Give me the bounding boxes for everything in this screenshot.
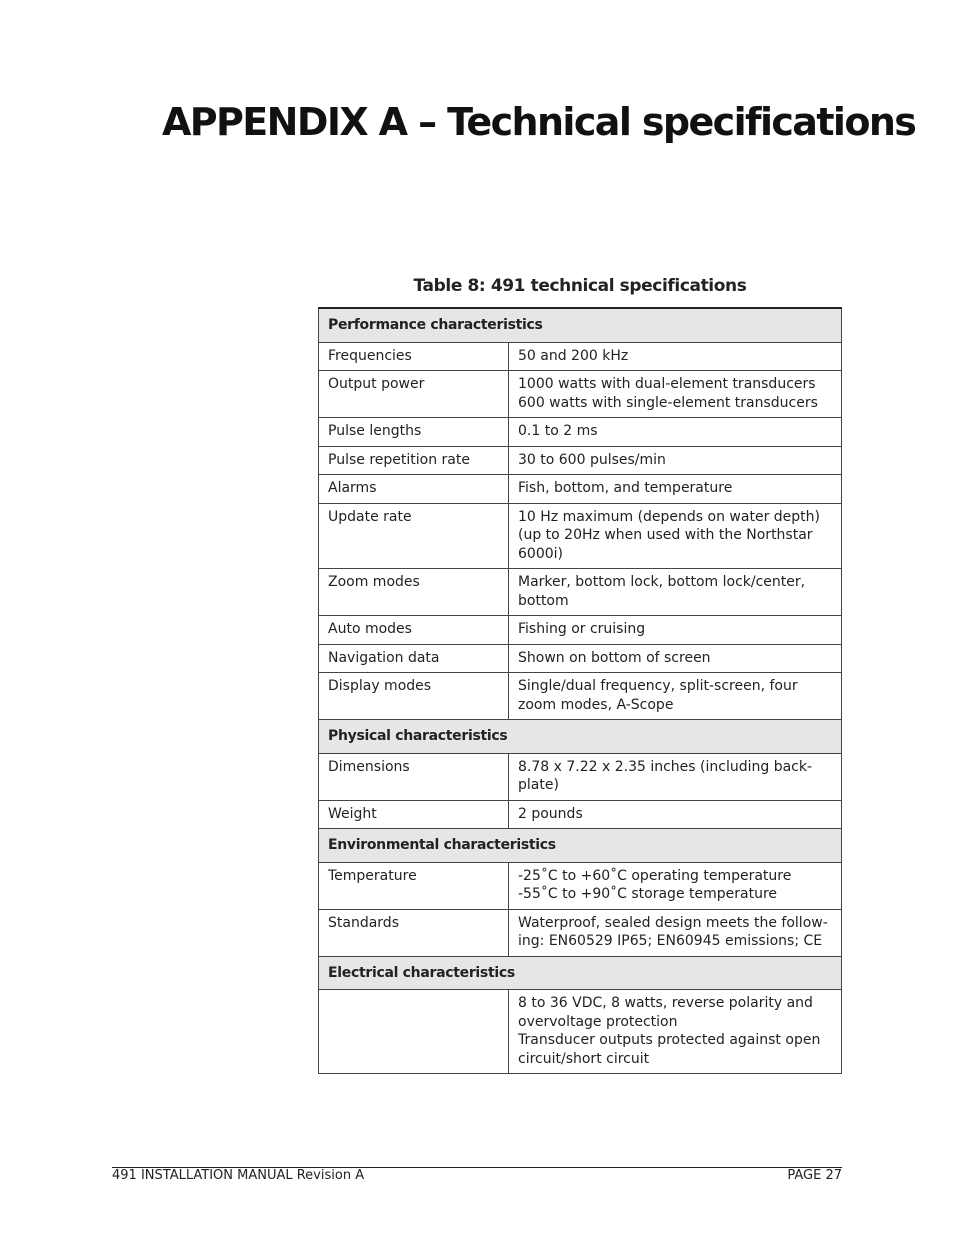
table-row	[319, 800, 842, 829]
section-heading: Performance characteristics	[319, 308, 842, 342]
page-title: APPENDIX A – Technical specifications	[162, 100, 916, 144]
spec-name-cell: Pulse repetition rate	[319, 446, 509, 475]
footer-page-number: PAGE 27	[787, 1168, 842, 1183]
spec-value-line: 600 watts with single-element transducers	[518, 394, 818, 411]
table-row	[319, 569, 842, 616]
spec-value-line: 8.78 x 7.22 x 2.35 inches (including back-plate)	[518, 758, 813, 793]
spec-value-line: Single/dual frequency, split-screen, four zoom modes, A-Scope	[518, 678, 798, 713]
spec-value-cell	[509, 475, 842, 504]
spec-name-cell: Auto modes	[319, 616, 509, 645]
spec-value-cell	[509, 753, 842, 800]
spec-value-cell	[509, 644, 842, 673]
table-section-row	[319, 308, 842, 342]
spec-value-cell	[509, 800, 842, 829]
spec-name-cell: Display modes	[319, 673, 509, 720]
table-row	[319, 503, 842, 569]
spec-value-line: Shown on bottom of screen	[518, 649, 711, 666]
table-row	[319, 990, 842, 1074]
spec-value-cell	[509, 862, 842, 909]
spec-name-cell: Temperature	[319, 862, 509, 909]
spec-value-cell	[509, 342, 842, 371]
table-row	[319, 342, 842, 371]
spec-value-line: -55˚C to +90˚C storage temperature	[518, 886, 777, 902]
spec-value-line: Transducer outputs protected against open circuit/short circuit	[518, 1032, 821, 1067]
spec-value-cell	[509, 418, 842, 447]
table-row	[319, 616, 842, 645]
spec-name-cell: Standards	[319, 909, 509, 956]
spec-value-line: 10 Hz maximum (depends on water depth) (up to 20Hz when used with the Northstar 6000i)	[518, 508, 820, 562]
spec-value-line: Fish, bottom, and temperature	[518, 480, 733, 496]
spec-value-cell	[509, 371, 842, 418]
spec-value-line: 2 pounds	[518, 805, 583, 822]
spec-value-cell	[509, 569, 842, 616]
table-section-row	[319, 956, 842, 990]
table-row	[319, 644, 842, 673]
table-row	[319, 673, 842, 720]
spec-value-line: 1000 watts with dual-element transducers	[518, 376, 816, 392]
table-row	[319, 753, 842, 800]
spec-name-cell: Weight	[319, 800, 509, 829]
spec-value-line: Marker, bottom lock, bottom lock/center, bottom	[518, 574, 806, 609]
spec-name-cell: Output power	[319, 371, 509, 418]
spec-value-line: 50 and 200 kHz	[518, 347, 629, 364]
spec-value-cell	[509, 909, 842, 956]
spec-value-line: 30 to 600 pulses/min	[518, 451, 666, 468]
table-section-row	[319, 720, 842, 754]
spec-value-cell	[509, 673, 842, 720]
spec-value-cell	[509, 503, 842, 569]
footer-manual-title: 491 INSTALLATION MANUAL Revision A	[112, 1168, 365, 1183]
spec-name-cell: Alarms	[319, 475, 509, 504]
spec-table	[318, 307, 842, 1074]
table-row	[319, 446, 842, 475]
table-section-row	[319, 829, 842, 863]
table-row	[319, 418, 842, 447]
spec-table-body	[319, 308, 842, 1074]
spec-name-cell: Frequencies	[319, 342, 509, 371]
spec-value-cell	[509, 990, 842, 1074]
table-row	[319, 371, 842, 418]
spec-value-line: Fishing or cruising	[518, 621, 646, 637]
table-row	[319, 475, 842, 504]
table-row	[319, 909, 842, 956]
spec-value-cell	[509, 446, 842, 475]
spec-value-line: 0.1 to 2 ms	[518, 423, 598, 439]
spec-name-cell	[319, 990, 509, 1074]
section-heading: Electrical characteristics	[319, 956, 842, 990]
spec-name-cell: Dimensions	[319, 753, 509, 800]
spec-value-cell	[509, 616, 842, 645]
section-heading: Physical characteristics	[319, 720, 842, 754]
spec-name-cell: Zoom modes	[319, 569, 509, 616]
section-heading: Environmental characteristics	[319, 829, 842, 863]
spec-value-line: 8 to 36 VDC, 8 watts, reverse polarity and overvoltage protection	[518, 995, 813, 1030]
spec-name-cell: Update rate	[319, 503, 509, 569]
spec-name-cell: Pulse lengths	[319, 418, 509, 447]
table-row	[319, 862, 842, 909]
spec-name-cell: Navigation data	[319, 644, 509, 673]
table-caption: Table 8: 491 technical specifications	[413, 276, 747, 296]
spec-value-line: Waterproof, sealed design meets the follow-ing: EN60529 IP65; EN60945 emissions; CE	[518, 914, 828, 949]
spec-value-line: -25˚C to +60˚C operating temperature	[518, 867, 792, 884]
